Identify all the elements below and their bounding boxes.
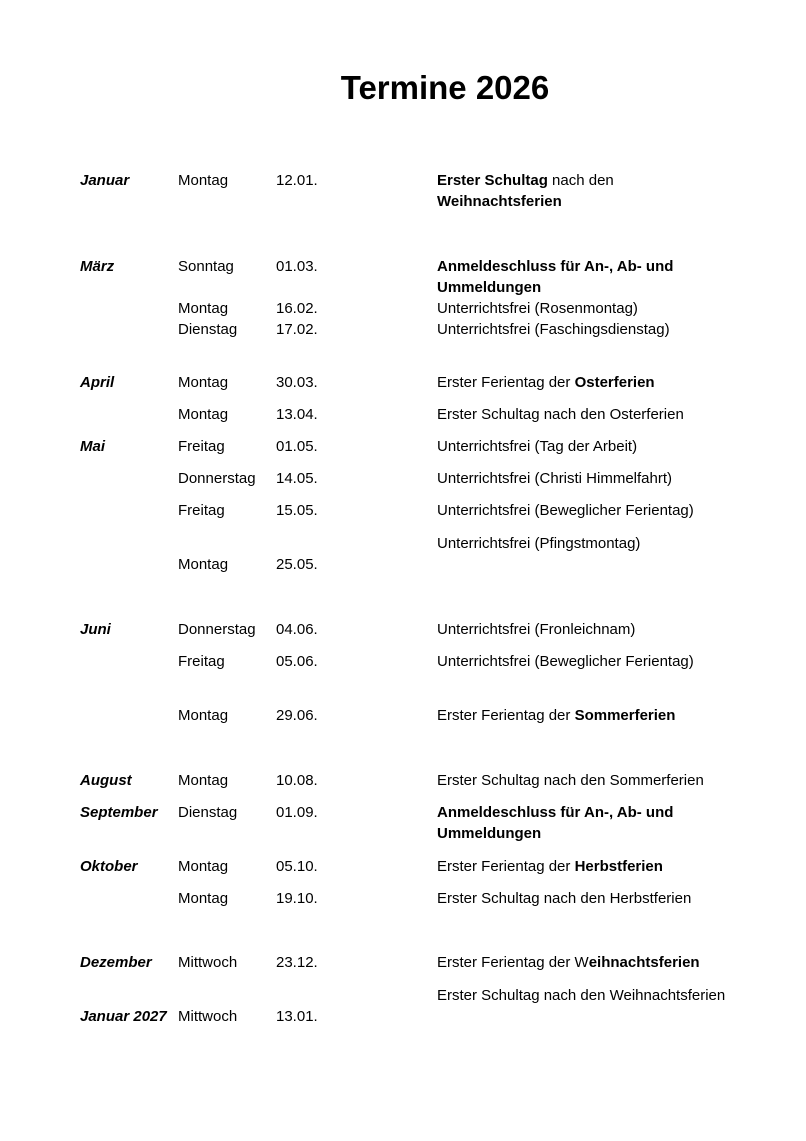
date: 12.01. [276,172,318,189]
month-label: Januar [80,172,130,189]
weekday: Freitag [178,502,225,519]
date: 23.12. [276,954,318,971]
event-description: Unterrichtsfrei (Faschingsdienstag) [437,321,670,338]
event-description: Unterrichtsfrei (Beweglicher Ferientag) [437,653,694,670]
weekday: Dienstag [178,321,238,338]
event-description: Unterrichtsfrei (Christi Himmelfahrt) [437,470,673,487]
month-label: Juni [80,621,111,638]
event-description: Unterrichtsfrei (Rosenmontag) [437,300,638,317]
date: 04.06. [276,621,318,638]
month-label: März [80,258,115,275]
event-description: Erster Schultag nach den Weihnachtsferien [437,987,726,1004]
month-label: September [80,804,158,821]
month-label: April [80,374,115,391]
event-description [437,705,675,726]
weekday: Freitag [178,653,225,670]
event-description [437,372,655,393]
event-text: Erster Ferientag der [437,707,575,724]
weekday: Montag [178,374,229,391]
event-description: Unterrichtsfrei (Fronleichnam) [437,621,636,638]
event-description [437,170,614,191]
date: 19.10. [276,890,318,907]
event-description-line2: Ummeldungen [437,825,542,842]
weekday: Montag [178,772,229,789]
event-description: Erster Schultag nach den Osterferien [437,406,684,423]
date: 10.08. [276,772,318,789]
page-title: Termine 2026 [340,69,550,106]
date: 30.03. [276,374,318,391]
month-label: Dezember [80,954,152,971]
event-highlight: Erster Schultag [437,172,548,189]
date: 01.03. [276,258,318,275]
event-text: nach den [547,172,614,189]
weekday: Montag [178,890,229,907]
event-description [437,856,663,877]
date: 14.05. [276,470,318,487]
month-label: Mai [80,438,106,455]
date: 25.05. [276,556,318,573]
month-label: Januar 2027 [80,1008,167,1025]
event-description [437,952,700,973]
weekday: Mittwoch [178,1008,238,1025]
date: 01.05. [276,438,318,455]
event-description-line2: Ummeldungen [437,279,542,296]
event-description: Anmeldeschluss für An-, Ab- und [437,258,674,275]
event-highlight: Osterferien [574,374,655,391]
weekday: Montag [178,858,229,875]
event-description: Unterrichtsfrei (Pfingstmontag) [437,535,641,552]
weekday: Sonntag [178,258,234,275]
weekday: Freitag [178,438,225,455]
event-text: Erster Ferientag der [437,374,575,391]
event-text: Erster Ferientag der [437,858,575,875]
event-highlight: Herbstferien [574,858,663,875]
weekday: Dienstag [178,804,238,821]
weekday: Montag [178,300,229,317]
weekday: Montag [178,406,229,423]
event-description-line2: Weihnachtsferien [437,193,562,210]
weekday: Mittwoch [178,954,238,971]
date: 29.06. [276,707,318,724]
event-description: Erster Schultag nach den Herbstferien [437,890,692,907]
date: 05.06. [276,653,318,670]
date: 05.10. [276,858,318,875]
date: 13.04. [276,406,318,423]
month-label: August [80,772,132,789]
event-description: Anmeldeschluss für An-, Ab- und [437,804,674,821]
weekday: Donnerstag [178,621,256,638]
event-highlight: Sommerferien [574,707,676,724]
date: 15.05. [276,502,318,519]
event-highlight: eihnachtsferien [588,954,700,971]
event-text: Erster Ferientag der W [437,954,589,971]
date: 16.02. [276,300,318,317]
weekday: Montag [178,172,229,189]
date: 13.01. [276,1008,318,1025]
event-description: Unterrichtsfrei (Beweglicher Ferientag) [437,502,694,519]
event-description: Erster Schultag nach den Sommerferien [437,772,704,789]
date: 01.09. [276,804,318,821]
date: 17.02. [276,321,318,338]
weekday: Montag [178,556,229,573]
month-label: Oktober [80,858,138,875]
weekday: Donnerstag [178,470,256,487]
event-description: Unterrichtsfrei (Tag der Arbeit) [437,438,638,455]
weekday: Montag [178,707,229,724]
